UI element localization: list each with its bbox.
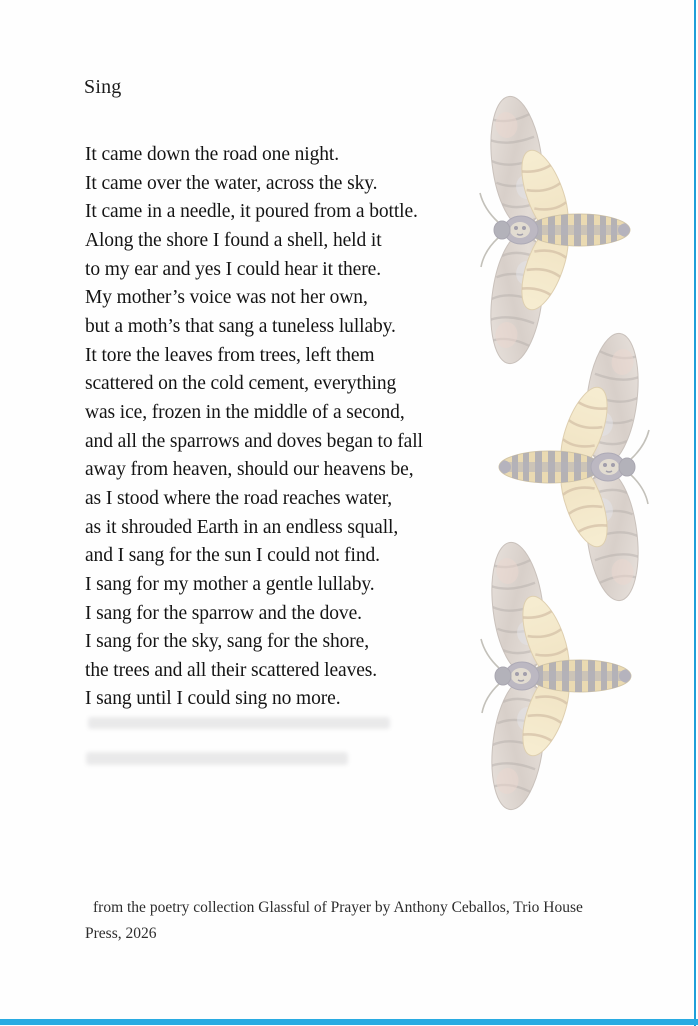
poem-line: scattered on the cold cement, everything (85, 373, 397, 395)
bleed-through-text-line (88, 717, 390, 729)
poem-line: I sang for the sky, sang for the shore, (85, 631, 370, 653)
poem-line: It came down the road one night. (85, 144, 340, 165)
poem-line: My mother’s voice was not her own, (85, 287, 368, 309)
poem-line: I sang until I could sing no more. (85, 688, 341, 710)
poem-line: and I sang for the sun I could not find. (85, 545, 380, 567)
poem-line: It came over the water, across the sky. (85, 172, 378, 194)
poem-title: Sing (84, 76, 122, 98)
poem-line: was ice, frozen in the middle of a second, (85, 401, 405, 423)
poem-line: It came in a needle, it poured from a bottle. (85, 201, 418, 223)
moth-illustration (478, 538, 648, 814)
poem-line: to my ear and yes I could hear it there. (85, 258, 381, 280)
attribution-line: Press, 2026 (85, 924, 157, 942)
page-edge-line (694, 0, 696, 1026)
moth-illustration (477, 92, 647, 368)
poem-line: but a moth’s that sang a tuneless lullaby. (85, 315, 396, 337)
page-edge-bar (0, 1019, 698, 1025)
bleed-through-text-line (86, 752, 348, 765)
poem-body (85, 141, 423, 714)
poem-line: It tore the leaves from trees, left them (85, 344, 375, 366)
attribution (85, 895, 585, 946)
poem-line: away from heaven, should our heavens be, (85, 459, 414, 481)
poem-line: Along the shore I found a shell, held it (85, 229, 382, 251)
poem-line: as I stood where the road reaches water, (85, 487, 393, 509)
poem-line: as it shrouded Earth in an endless squall, (85, 516, 399, 538)
poem-line: and all the sparrows and doves began to fall (85, 430, 423, 452)
attribution-line: from the poetry collection Glassful of Prayer by Anthony Ceballos, Trio House (93, 899, 583, 916)
poem-line: the trees and all their scattered leaves. (85, 659, 378, 681)
poem-line: I sang for the sparrow and the dove. (85, 602, 362, 624)
poem-line: I sang for my mother a gentle lullaby. (85, 573, 375, 595)
